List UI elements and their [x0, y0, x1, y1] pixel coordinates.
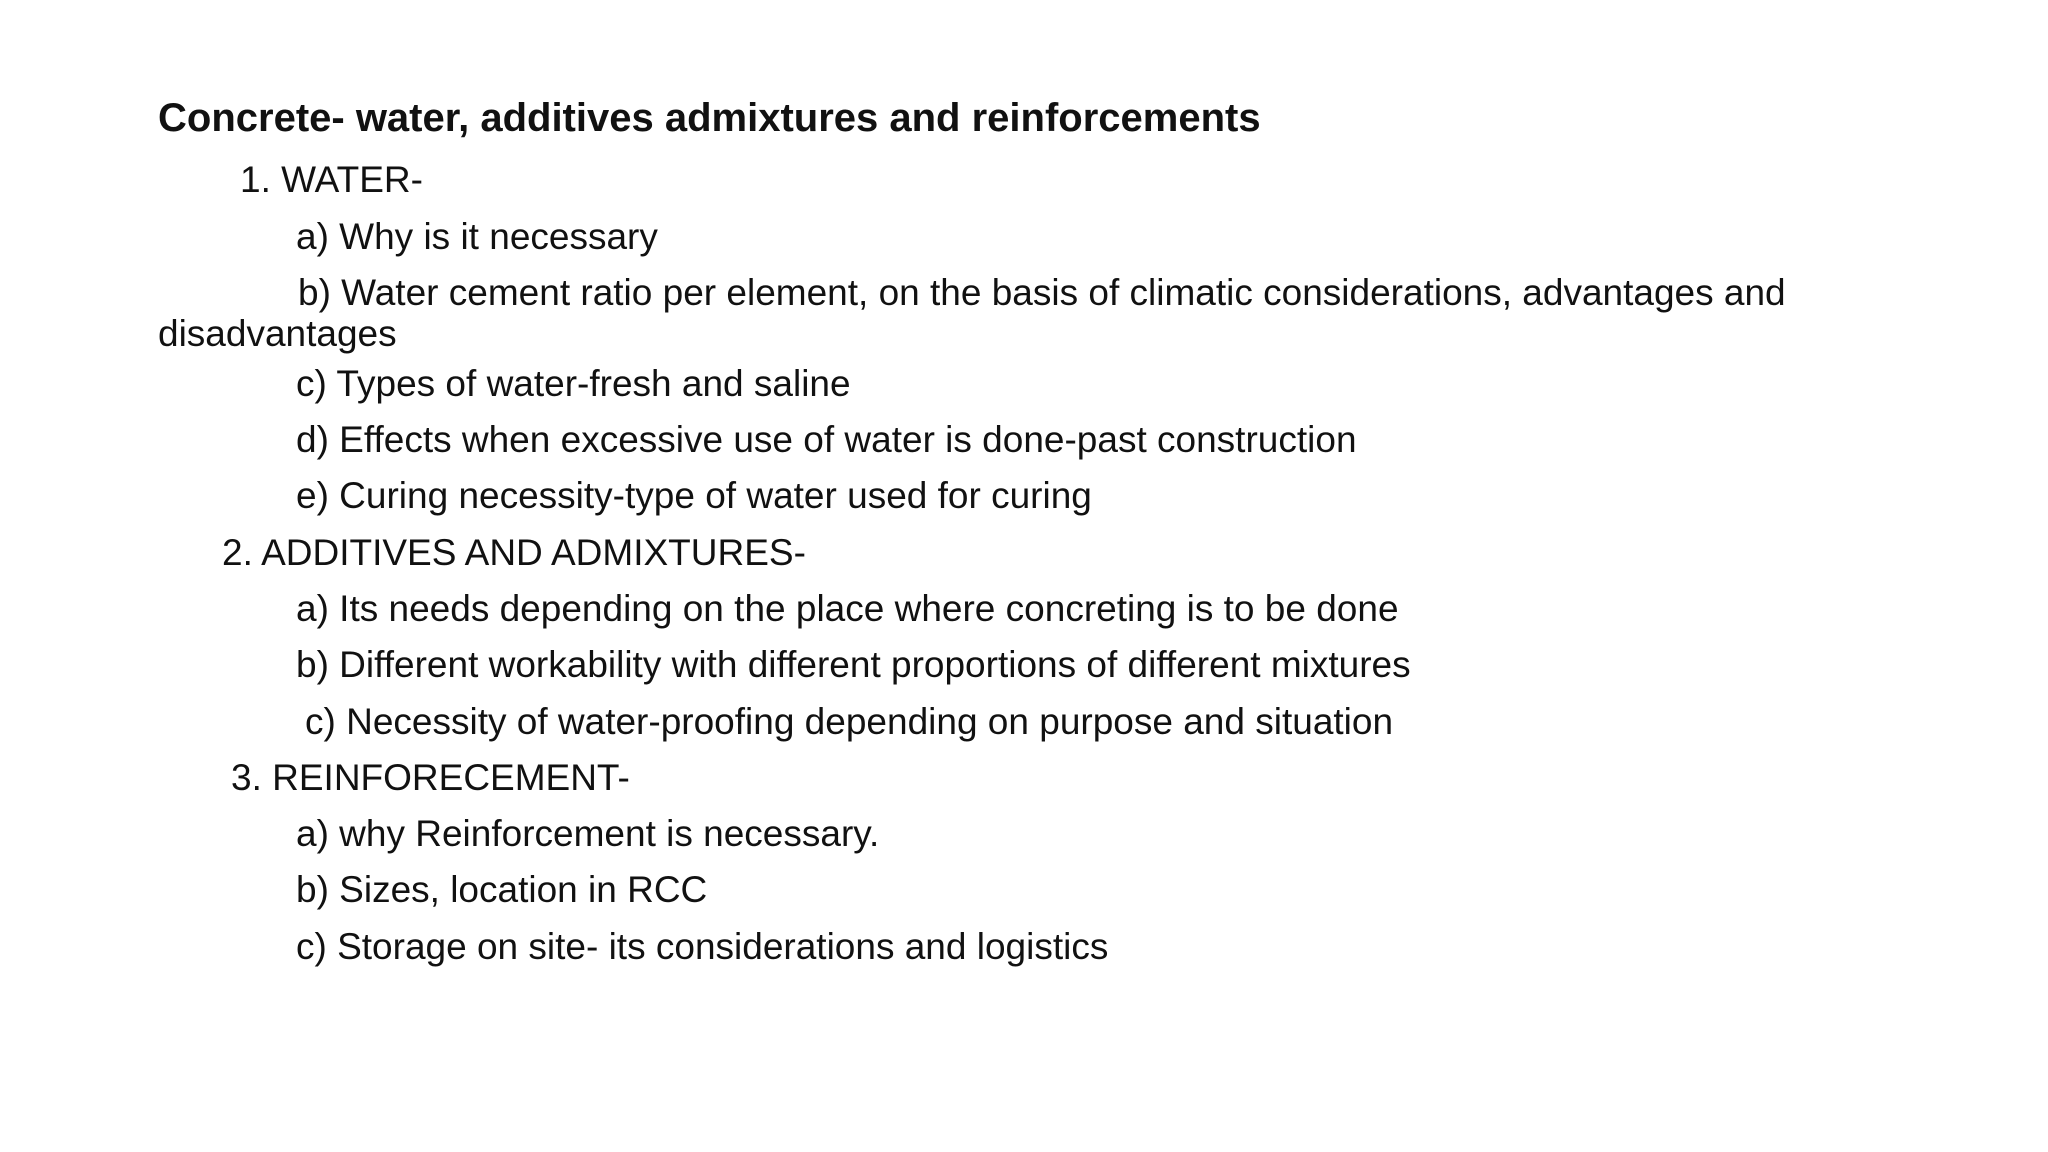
list-item-text: b) Water cement ratio per element, on the basis of climatic considerations, advantages and	[298, 272, 1786, 313]
list-item: a) Its needs depending on the place where concreting is to be done	[296, 588, 1399, 629]
list-item-line	[158, 272, 1786, 313]
list-item: c) Necessity of water-proofing depending on purpose and situation	[305, 701, 1394, 742]
list-item-wrapped	[158, 272, 1786, 355]
list-item: b) Sizes, location in RCC	[296, 869, 708, 910]
list-item-line: disadvantages	[158, 313, 397, 355]
list-item: b) Different workability with different proportions of different mixtures	[296, 644, 1411, 685]
list-item: a) Why is it necessary	[296, 216, 658, 257]
list-item: d) Effects when excessive use of water is done-past construction	[296, 419, 1357, 460]
list-item: c) Types of water-fresh and saline	[296, 363, 851, 404]
list-item: c) Storage on site- its considerations and logistics	[296, 926, 1109, 967]
section-heading-reinforcement: 3. REINFORECEMENT-	[231, 757, 630, 798]
list-item: e) Curing necessity-type of water used for curing	[296, 475, 1092, 516]
list-item: a) why Reinforcement is necessary.	[296, 813, 880, 854]
slide-title: Concrete- water, additives admixtures and reinforcements	[158, 96, 1261, 140]
section-heading-additives: 2. ADDITIVES AND ADMIXTURES-	[222, 532, 806, 573]
section-heading-water: 1. WATER-	[240, 159, 423, 200]
